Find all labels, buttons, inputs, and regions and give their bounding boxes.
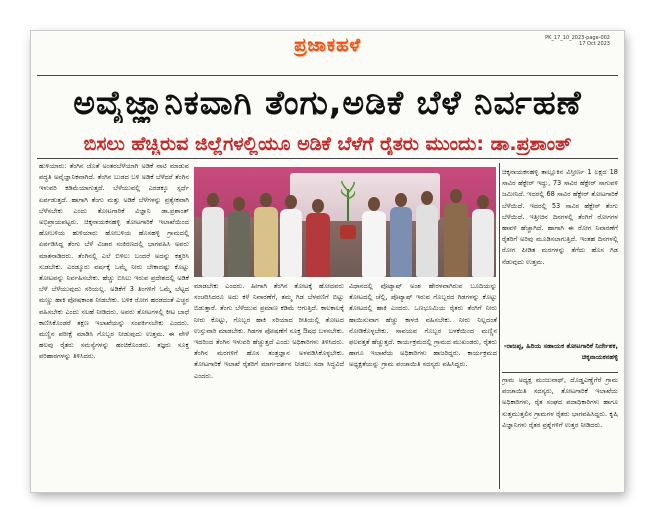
- sidebar-quote: [502, 167, 618, 337]
- column-divider: [499, 163, 500, 489]
- coconut-sapling: [341, 181, 355, 221]
- plant-pot: [340, 225, 356, 239]
- person: [362, 211, 386, 277]
- event-photo: [194, 167, 496, 277]
- person: [472, 209, 494, 277]
- person: [202, 207, 224, 277]
- person: [416, 205, 438, 277]
- person: [254, 207, 278, 277]
- column-text: ಗ್ರಾಮ ಅಧ್ಯಕ್ಷ ಮಂಜುನಾಥ್, ದೊಡ್ಡಎಣ್ಣೆಗೆರೆ ಗ್ರಾಮ ಪಂಚಾಯಿತಿ ಸದಸ್ಯರು, ತೋಟಗಾರಿಕೆ ಇಲಾಖೆಯ ಅಧಿಕಾರಿಗಳು, ರೈತ ಸಂಘದ ಪದಾಧಿಕಾರಿಗಳು ಹಾಗೂ ಸುತ್ತಮುತ್ತಲಿನ ಗ್ರಾಮಗಳ ರೈತರು ಭಾಗವಹಿಸಿದ್ದರು. ಕೃಷಿ ವಿಜ್ಞಾನಿಗಳು ರೈತರ ಪ್ರಶ್ನೆಗಳಿಗೆ ಉತ್ತರ ನೀಡಿದರು.: [502, 376, 618, 429]
- attribution-text: -ರಾಜಪ್ಪ, ಹಿರಿಯ ಸಹಾಯಕ ತೋಟಗಾರಿಕೆ ನಿರ್ದೇಶಕ, ಚಿಕ್ಕನಾಯಕನಹಳ್ಳಿ: [503, 342, 618, 362]
- person: [306, 213, 330, 277]
- masthead-logo: ಪ್ರಜಾಕಹಳೆ: [294, 35, 361, 56]
- page-id: PK_17_10_2023-page-002: [545, 35, 610, 41]
- column-text: ವಿಧಾನದಲ್ಲಿ ಪೊಟ್ಯಾಷ್ ಅಂಶ ಹೇರಳವಾಗಿರುವ ಬೂದಿಯನ್ನು ತೋಟದಲ್ಲಿ ಚೆಲ್ಲಿ, ಪೊಟ್ಯಾಷ್ ಇರುವ ಗೊಬ್ಬರದ ಗಿಡಗಳನ್ನು ಕೊಟ್ಟು ತೋಟದಲ್ಲಿ ಹಾಕಿ ಎಂದರು. ಒಣಭೂಮಿಯ ರೈತರು ತೆಂಗಿಗೆ ನೀರು ಹಾಯಿಸುವಾಗ ಹೆಚ್ಚು ಕಾಳಜಿ ವಹಿಸಬೇಕು. ನೀರು ನಿಲ್ಲದಂತೆ ನೋಡಿಕೊಳ್ಳಬೇಕು. ಸಾವಯವ ಗೊಬ್ಬರ ಬಳಕೆಯಿಂದ ಮಣ್ಣಿನ ಫಲವತ್ತತೆ ಹೆಚ್ಚುತ್ತದೆ. ಕಾರ್ಯಕ್ರಮದಲ್ಲಿ ಗ್ರಾಮದ ಮುಖಂಡರು, ರೈತರು ಹಾಗೂ ಇಲಾಖೆಯ ಅಧಿಕಾರಿಗಳು ಹಾಜರಿದ್ದರು. ಕಾರ್ಯಕ್ರಮದ ಅಧ್ಯಕ್ಷತೆಯನ್ನು ಗ್ರಾಮ ಪಂಚಾಯಿತಿ ಸದಸ್ಯರು ವಹಿಸಿದ್ದರು.: [349, 282, 497, 369]
- person-head: [477, 195, 489, 209]
- person-head: [368, 197, 380, 211]
- column-text: ಹುಳಿಯಾರು: ತೆಂಗಿನ ಜೊತೆ ಅಂತರಬೆಳೆಯಾಗಿ ಅಡಿಕೆ ನಾಟಿ ಮಾಡುವ ಪದ್ಧತಿ ಅವೈಜ್ಞಾನಿಕವಾಗಿದೆ. ತೆಂಗಿನ ಬುಡದ ಬಳಿ ಅಡಿಕೆ ಬೆಳೆದರೆ ತೆಂಗಿನ ಇಳುವರಿ ಕಡಿಮೆಯಾಗುತ್ತದೆ. ಬೆಳೆಯುವಲ್ಲಿ ಎರಡಕ್ಕೂ ಸ್ಪರ್ಧೆ ಏರ್ಪಡುತ್ತದೆ. ಹಾಗಾಗಿ ತೆಂಗು ಮತ್ತು ಅಡಿಕೆ ಬೆಳೆಗಳನ್ನು ಪ್ರತ್ಯೇಕವಾಗಿ ಬೆಳೆಸಬೇಕು ಎಂದು ತೋಟಗಾರಿಕೆ ವಿಜ್ಞಾನಿ ಡಾ.ಪ್ರಶಾಂತ್ ಅಭಿಪ್ರಾಯಪಟ್ಟರು. ಚಿಕ್ಕನಾಯಕನಹಳ್ಳಿ ತೋಟಗಾರಿಕೆ ಇಲಾಖೆಯಿಂದ ಹೋಬಳಿಯ ಹುಳಿಯಾರು ಹೋಬಳಿಯ ಹೊಸಹಳ್ಳಿ ಗ್ರಾಮದಲ್ಲಿ ಏರ್ಪಡಿಸಿದ್ದ ತೆಂಗು ಬೆಳೆ ವಿಚಾರ ಸಂಕಿರಣದಲ್ಲಿ ಭಾಗವಹಿಸಿ ಅವರು ಮಾತನಾಡಿದರು. ತೆಂಗಿನಲ್ಲಿ ಎಲೆ ಬಿಳಿಲು ಬಂದರೆ ಅದನ್ನು ಕತ್ತರಿಸಿ ಸುಡಬೇಕು. ಎರಡ್ಮೂರು ವರ್ಷಕ್ಕೆ ಒಮ್ಮೆ ನೀರು ಬೇಕಾದಷ್ಟು ಕೊಟ್ಟು ತೋಟವನ್ನು ನಿರ್ವಹಿಸಬೇಕು. ಹೆಚ್ಚು ಬಿಸಿಲು ಇರುವ ಪ್ರದೇಶದಲ್ಲಿ ಅಡಿಕೆ ಬೆಳೆ ಬೆಳೆಯುವುದು ಸರಿಯಲ್ಲ. ಅಡಿಕೆಗೆ 3 ತಿಂಗಳಿಗೆ ಒಮ್ಮೆ ಬೆಟ್ಟದ ಮಣ್ಣು ಹಾಕಿ ಪೋಷಕಾಂಶ ನೀಡಬೇಕು. ಬಳಿಕ ರೋಗ ಹರಡದಂತೆ ಎಚ್ಚರ ವಹಿಸಬೇಕು ಎಂದು ಸಲಹೆ ನೀಡಿದರು. ಅವರು ತೋಟಗಳಲ್ಲಿ ಕೀಟ ಬಾಧೆ ಕಾಣಿಸಿಕೊಂಡರೆ ತಕ್ಷಣ ಇಲಾಖೆಯನ್ನು ಸಂಪರ್ಕಿಸಬೇಕು ಎಂದರು. ಮಣ್ಣಿನ ಪರೀಕ್ಷೆ ಮಾಡಿಸಿ ಗೊಬ್ಬರ ನೀಡುವುದು ಉತ್ತಮ. ಈ ವೇಳೆ ಹಲವು ರೈತರು ಸಮಸ್ಯೆಗಳನ್ನು ಹಂಚಿಕೊಂಡರು. ತಜ್ಞರು ಸೂಕ್ತ ಪರಿಹಾರಗಳನ್ನು ತಿಳಿಸಿದರು.: [39, 162, 189, 361]
- person-head: [312, 199, 324, 213]
- divider: [37, 75, 618, 76]
- quote-text: ಚಿಕ್ಕನಾಯಕನಹಳ್ಳಿ ತಾಲ್ಲೂಕಿನ ವಿಸ್ತೀರ್ಣ 1 ಲಕ್ಷದ 18 ಸಾವಿರ ಹೆಕ್ಟೇರ್ ಇದ್ದು, 73 ಸಾವಿರ ಹೆಕ್ಟೇರ್ ಸಾಗುವಳಿ ಜಮೀನಿದೆ. ಇದರಲ್ಲಿ 68 ಸಾವಿರ ಹೆಕ್ಟೇರ್ ತೋಟಗಾರಿಕೆ ಬೆಳೆಯಿದೆ. ಇದರಲ್ಲಿ 53 ಸಾವಿರ ಹೆಕ್ಟೇರ್ ತೆಂಗು ಬೆಳೆಯಿದೆ. ಇತ್ತೀಚಿನ ದಿನಗಳಲ್ಲಿ ತೆಂಗಿಗೆ ರೋಗಗಳ ಹಾವಳಿ ಹೆಚ್ಚಾಗಿದೆ. ಹಾಗಾಗಿ ಈ ರೋಗ ನಿವಾರಣೆಗೆ ರೈತರಿಗೆ ಅರಿವು ಮೂಡಿಸಲಾಗುತ್ತಿದೆ. ಇಂತಹ ದಿನಗಳಲ್ಲಿ ರೋಗ ಪೀಡಿತ ಮರಗಳನ್ನು ತೆಗೆದು ಹೊಸ ಗಿಡ ನೆಡುವುದು ಉತ್ತಮ.: [502, 168, 618, 266]
- headline: ಅವೈಜ್ಞಾನಿಕವಾಗಿ ತೆಂಗು,ಅಡಿಕೆ ಬೆಳೆ ನಿರ್ವಹಣೆ: [73, 83, 582, 122]
- newspaper-clipping: [31, 31, 624, 492]
- article-column-2: [194, 281, 344, 489]
- person: [444, 203, 468, 277]
- person-head: [260, 193, 272, 207]
- person: [280, 209, 302, 277]
- person-head: [233, 197, 245, 211]
- divider: [502, 372, 618, 373]
- divider: [37, 158, 618, 159]
- subheadline: ಬಿಸಲು ಹೆಚ್ಚಿರುವ ಜಿಲ್ಲೆಗಳಲ್ಲಿಯೂ ಅಡಿಕೆ ಬೆಳೆಗೆ ರೈತರು ಮುಂದು: ಡಾ.ಪ್ರಶಾಂತ್: [83, 133, 572, 155]
- article-column-3: [349, 281, 497, 489]
- page-date: 17 Oct 2023: [579, 41, 610, 47]
- column-text: ಮಾಡಬೇಕು ಎಂದರು. ಹೀಗಾಗಿ ತೆಂಗಿನ ತೋಟಕ್ಕೆ ಹೋದವರು ಸಂಚರಿಸಿದರೂ ಅದು ಕಳೆ ನಿವಾರಣೆಗೆ, ತಮ್ಮ ಗಿಡ ಬೆಳವಣಿಗೆ ಬಿಟ್ಟು ಬಿಡುತ್ತಾರೆ. ತೆಂಗು ಬೆಳೆಯುವ ಪ್ರಮಾಣ ಕಡಿಮೆ ಆಗುತ್ತಿದೆ. ಕಾಲಕಾಲಕ್ಕೆ ನೀರು ಕೊಟ್ಟು, ಗೊಬ್ಬರ ಹಾಕಿ ಸರಿಯಾದ ರೀತಿಯಲ್ಲಿ ತೋಟದ ಉಸ್ತುವಾರಿ ಮಾಡಬೇಕು. ಗಿಡಗಳ ಪೋಷಣೆಗೆ ಸೂಕ್ತ ಔಷಧ ಬಳಸಬೇಕು. ಇದರಿಂದ ತೆಂಗಿನ ಇಳುವರಿ ಹೆಚ್ಚುತ್ತದೆ ಎಂದು ಅಧಿಕಾರಿಗಳು ತಿಳಿಸಿದರು. ತೆಂಗಿನ ಮರಗಳಿಗೆ ಹೊಸ ತಂತ್ರಜ್ಞಾನ ಅಳವಡಿಸಿಕೊಳ್ಳಬೇಕು. ತೋಟಗಾರಿಕೆ ಇಲಾಖೆ ರೈತರಿಗೆ ಮಾರ್ಗದರ್ಶನ ನೀಡಲು ಸದಾ ಸಿದ್ಧವಿದೆ ಎಂದರು.: [194, 282, 344, 380]
- person-head: [395, 193, 407, 207]
- person-head: [421, 191, 433, 205]
- quote-attribution: [502, 341, 618, 371]
- person-head: [207, 193, 219, 207]
- person-head: [450, 189, 462, 203]
- person: [228, 211, 250, 277]
- person: [390, 207, 412, 277]
- person-head: [285, 195, 297, 209]
- article-column-1: [39, 161, 189, 489]
- article-column-5: [502, 375, 618, 489]
